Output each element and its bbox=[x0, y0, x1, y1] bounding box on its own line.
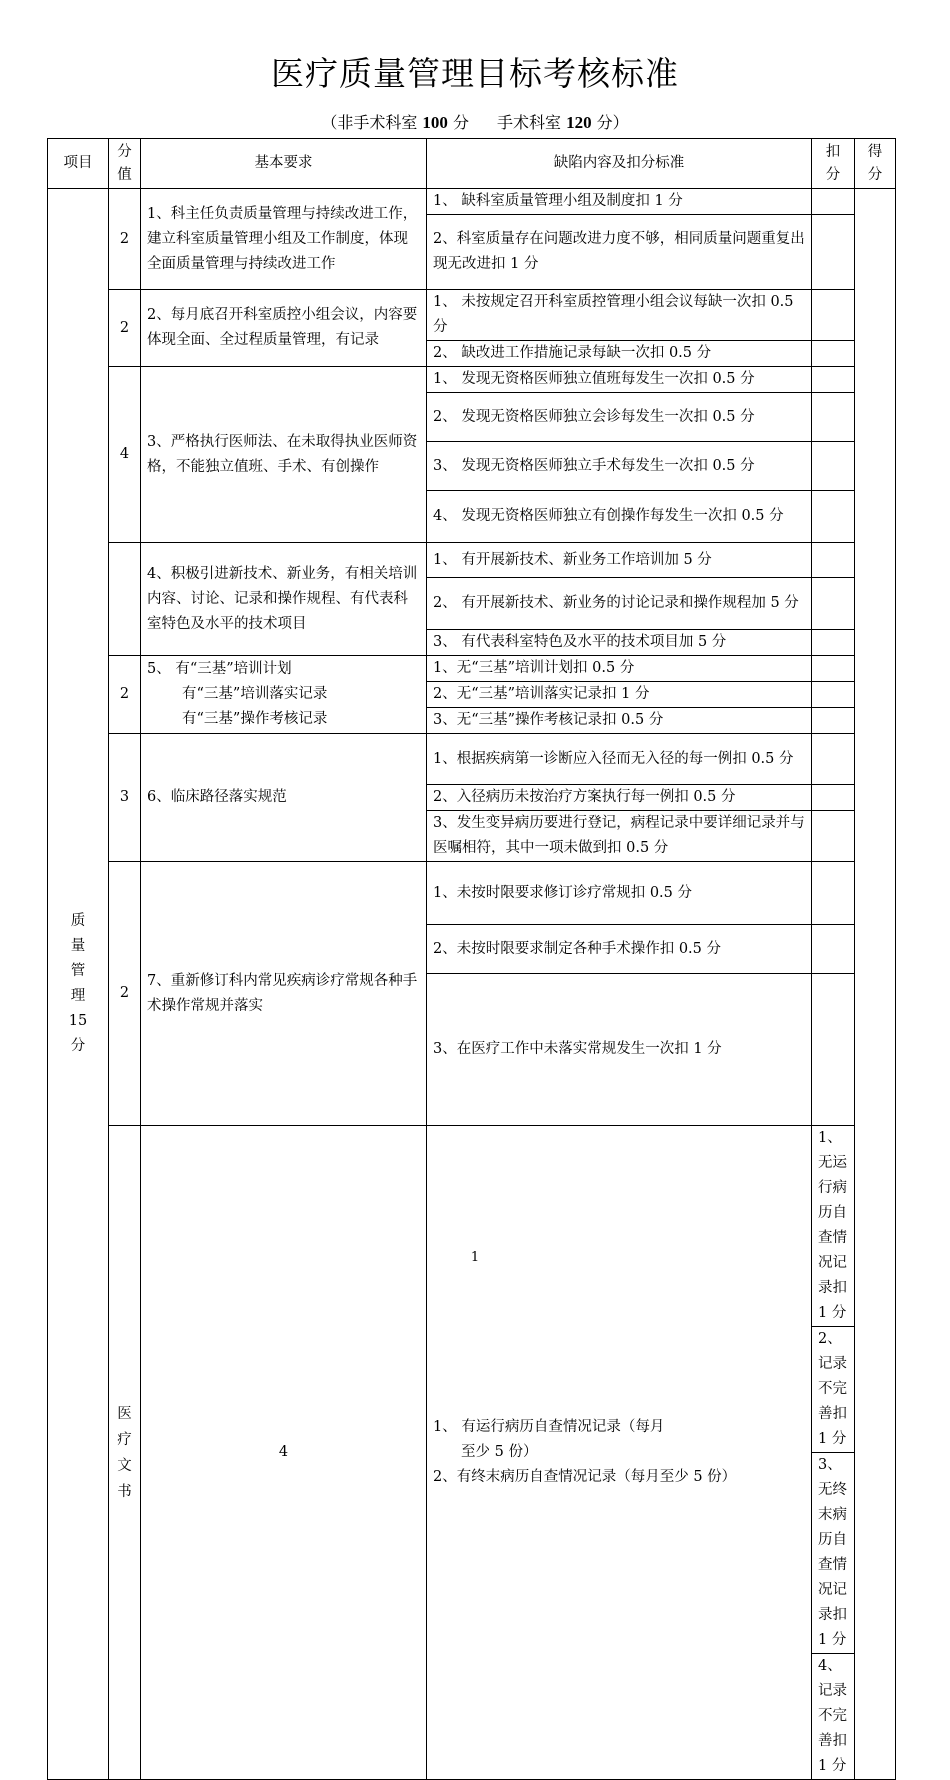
requirement-cell: 7、重新修订科内常见疾病诊疗常规各种手术操作常规并落实 bbox=[141, 862, 427, 1126]
deduct-cell[interactable] bbox=[812, 811, 855, 862]
requirement-line: 1、 有运行病历自查情况记录（每月 bbox=[433, 1419, 665, 1435]
deduct-cell[interactable] bbox=[812, 290, 855, 341]
deduct-cell[interactable] bbox=[812, 862, 855, 925]
requirement-cell: 6、临床路径落实规范 bbox=[141, 734, 427, 862]
defect-cell: 2、 发现无资格医师独立会诊每发生一次扣 0.5 分 bbox=[427, 393, 812, 442]
score-cell: 2 bbox=[109, 862, 141, 1126]
score-cell: 3 bbox=[109, 734, 141, 862]
header-requirement: 基本要求 bbox=[141, 139, 427, 189]
table-row bbox=[48, 862, 896, 925]
section-char: 管 bbox=[70, 963, 86, 979]
header-defect: 缺陷内容及扣分标准 bbox=[427, 139, 812, 189]
deduct-cell[interactable] bbox=[812, 442, 855, 491]
defect-cell: 1、无“三基”培训计划扣 0.5 分 bbox=[427, 656, 812, 682]
deduct-cell[interactable] bbox=[812, 734, 855, 785]
section2-label-line: 文书 bbox=[117, 1457, 132, 1500]
defect-cell: 1、未按时限要求修订诊疗常规扣 0.5 分 bbox=[427, 862, 812, 925]
defect-cell: 1、 缺科室质量管理小组及制度扣 1 分 bbox=[427, 189, 812, 215]
subtitle-unit2: 分） bbox=[591, 113, 629, 132]
header-score bbox=[109, 139, 141, 189]
section-label-documents bbox=[109, 1126, 141, 1780]
surgical-score: 120 bbox=[566, 113, 592, 132]
defect-cell: 3、无终末病历自查情况记录扣 1 分 bbox=[812, 1453, 855, 1654]
score-cell bbox=[109, 543, 141, 656]
score-cell: 2 bbox=[109, 290, 141, 367]
subtitle-open: （非手术科室 bbox=[321, 113, 423, 132]
requirement-line: 5、 有“三基”培训计划 bbox=[147, 661, 292, 677]
header-deduct bbox=[812, 139, 855, 189]
got-score-cell[interactable] bbox=[855, 189, 896, 1780]
defect-cell: 4、 发现无资格医师独立有创操作每发生一次扣 0.5 分 bbox=[427, 491, 812, 543]
requirement-cell: 3、严格执行医师法、在未取得执业医师资格，不能独立值班、手术、有创操作 bbox=[141, 367, 427, 543]
requirement-cell: 1、科主任负责质量管理与持续改进工作，建立科室质量管理小组及工作制度，体现全面质量管理与持续改进工作 bbox=[141, 189, 427, 290]
page-title: 医疗质量管理目标考核标准 bbox=[271, 54, 679, 93]
deduct-cell[interactable] bbox=[812, 543, 855, 578]
table-row bbox=[48, 1126, 896, 1327]
defect-cell: 3、 有代表科室特色及水平的技术项目加 5 分 bbox=[427, 630, 812, 656]
deduct-cell[interactable] bbox=[812, 925, 855, 974]
score-cell: 2 bbox=[109, 189, 141, 290]
header-deduct-line1: 扣 bbox=[825, 143, 841, 160]
table-row bbox=[48, 367, 896, 393]
table-row bbox=[48, 734, 896, 785]
surgical-label: 手术科室 bbox=[497, 113, 567, 132]
deduct-cell[interactable] bbox=[812, 630, 855, 656]
section-char: 质 bbox=[70, 913, 86, 929]
non-surgical-score: 100 bbox=[422, 113, 448, 132]
deduct-cell[interactable] bbox=[812, 974, 855, 1126]
requirement-line: 有“三基”培训落实记录 bbox=[182, 686, 328, 702]
defect-cell: 2、记录不完善扣 1 分 bbox=[812, 1327, 855, 1453]
table-row bbox=[48, 543, 896, 578]
table-row bbox=[48, 290, 896, 341]
assessment-table bbox=[47, 138, 896, 1780]
section-char: 理 bbox=[70, 988, 86, 1004]
header-item: 项目 bbox=[48, 139, 109, 189]
subtitle-unit1: 分 bbox=[447, 113, 469, 132]
table-row bbox=[48, 189, 896, 215]
defect-cell: 2、科室质量存在问题改进力度不够，相同质量问题重复出现无改进扣 1 分 bbox=[427, 215, 812, 290]
header-row bbox=[48, 139, 896, 189]
defect-cell: 3、发生变异病历要进行登记，病程记录中要详细记录并与医嘱相符，其中一项未做到扣 0.5 分 bbox=[427, 811, 812, 862]
requirement-cell bbox=[427, 1126, 812, 1780]
defect-cell: 3、在医疗工作中未落实常规发生一次扣 1 分 bbox=[427, 974, 812, 1126]
defect-cell: 2、 缺改进工作措施记录每缺一次扣 0.5 分 bbox=[427, 341, 812, 367]
defect-cell: 2、 有开展新技术、新业务的讨论记录和操作规程加 5 分 bbox=[427, 578, 812, 630]
table-row bbox=[48, 656, 896, 682]
page-number: 1 bbox=[470, 1250, 480, 1265]
header-got-line2: 分 bbox=[867, 166, 883, 183]
section-char: 分 bbox=[70, 1038, 86, 1054]
deduct-cell[interactable] bbox=[812, 578, 855, 630]
defect-text: 1、 未按规定召开科室质控管理小组会议每缺一次扣 0.5 分 bbox=[433, 294, 794, 335]
score-cell: 4 bbox=[141, 1126, 427, 1780]
deduct-cell[interactable] bbox=[812, 708, 855, 734]
score-cell: 4 bbox=[109, 367, 141, 543]
deduct-cell[interactable] bbox=[812, 215, 855, 290]
defect-cell: 2、无“三基”培训落实记录扣 1 分 bbox=[427, 682, 812, 708]
section-char: 量 bbox=[70, 938, 86, 954]
requirement-line: 2、有终末病历自查情况记录（每月至少 5 份） bbox=[433, 1469, 737, 1485]
defect-cell: 3、 发现无资格医师独立手术每发生一次扣 0.5 分 bbox=[427, 442, 812, 491]
defect-cell: 1、 发现无资格医师独立值班每发生一次扣 0.5 分 bbox=[427, 367, 812, 393]
deduct-cell[interactable] bbox=[812, 656, 855, 682]
requirement-cell: 2、每月底召开科室质控小组会议，内容要体现全面、全过程质量管理，有记录 bbox=[141, 290, 427, 367]
header-score-line1: 分 bbox=[117, 143, 132, 160]
defect-cell: 2、入径病历未按治疗方案执行每一例扣 0.5 分 bbox=[427, 785, 812, 811]
requirement-line: 至少 5 份） bbox=[461, 1444, 538, 1460]
defect-cell: 2、未按时限要求制定各种手术操作扣 0.5 分 bbox=[427, 925, 812, 974]
defect-cell: 4、记录不完善扣 1 分 bbox=[812, 1654, 855, 1780]
deduct-cell[interactable] bbox=[812, 491, 855, 543]
deduct-cell[interactable] bbox=[812, 189, 855, 215]
deduct-cell[interactable] bbox=[812, 393, 855, 442]
requirement-cell: 4、积极引进新技术、新业务，有相关培训内容、讨论、记录和操作规程、有代表科室特色及水平的技术项目 bbox=[141, 543, 427, 656]
section-label-quality bbox=[48, 189, 109, 1780]
deduct-cell[interactable] bbox=[812, 785, 855, 811]
deduct-cell[interactable] bbox=[812, 367, 855, 393]
defect-cell: 1、 有开展新技术、新业务工作培训加 5 分 bbox=[427, 543, 812, 578]
defect-cell bbox=[427, 290, 812, 341]
deduct-cell[interactable] bbox=[812, 682, 855, 708]
section-char: 15 bbox=[68, 1013, 88, 1029]
defect-cell: 1、无运行病历自查情况记录扣 1 分 bbox=[812, 1126, 855, 1327]
header-got-line1: 得 bbox=[867, 143, 883, 160]
requirement-cell bbox=[141, 656, 427, 734]
score-cell: 2 bbox=[109, 656, 141, 734]
defect-cell: 1、根据疾病第一诊断应入径而无入径的每一例扣 0.5 分 bbox=[427, 734, 812, 785]
header-deduct-line2: 分 bbox=[825, 166, 841, 183]
header-score-line2: 值 bbox=[117, 166, 132, 183]
header-got bbox=[855, 139, 896, 189]
deduct-cell[interactable] bbox=[812, 341, 855, 367]
requirement-line: 有“三基”操作考核记录 bbox=[182, 711, 328, 727]
defect-cell: 3、无“三基”操作考核记录扣 0.5 分 bbox=[427, 708, 812, 734]
page-subtitle bbox=[0, 110, 950, 133]
section2-label-line: 医疗 bbox=[117, 1405, 132, 1448]
